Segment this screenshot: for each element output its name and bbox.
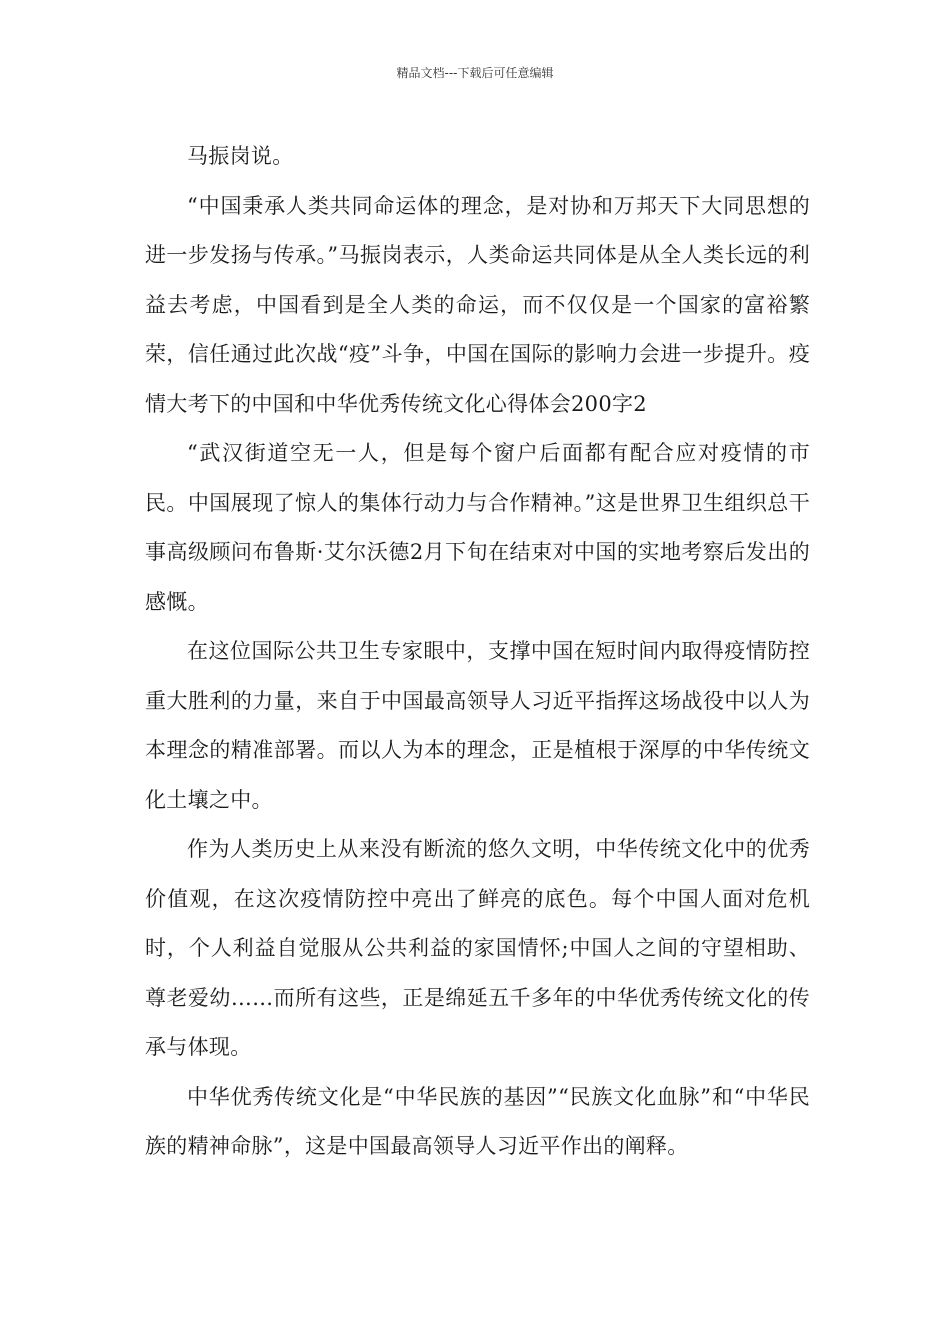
document-body	[145, 132, 810, 1172]
page-header: 精品文档---下载后可任意编辑	[396, 66, 554, 80]
paragraph: “中国秉承人类共同命运体的理念，是对协和万邦天下大同思想的进一步发扬与传承。”马振岗表示，人类命运共同体是从全人类长远的利益去考虑，中国看到是全人类的命运，而不仅仅是一个国家的富裕繁荣，信任通过此次战“疫”斗争，中国在国际的影响力会进一步提升。疫情大考下的中国和中华优秀传统文化心得体会200字2	[145, 193, 810, 416]
paragraph: 在这位国际公共卫生专家眼中，支撑中国在短时间内取得疫情防控重大胜利的力量，来自于中国最高领导人习近平指挥这场战役中以人为本理念的精准部署。而以人为本的理念，正是植根于深厚的中华传统文化土壤之中。	[145, 639, 810, 812]
paragraph: 作为人类历史上从来没有断流的悠久文明，中华传统文化中的优秀价值观，在这次疫情防控中亮出了鲜亮的底色。每个中国人面对危机时，个人利益自觉服从公共利益的家国情怀;中国人之间的守望相助、尊老爱幼……而所有这些，正是绵延五千多年的中华优秀传统文化的传承与体现。	[145, 837, 810, 1059]
paragraph: 中华优秀传统文化是“中华民族的基因”“民族文化血脉”和“中华民族的精神命脉”，这是中国最高领导人习近平作出的阐释。	[145, 1084, 810, 1158]
paragraph: “武汉街道空无一人，但是每个窗户后面都有配合应对疫情的市民。中国展现了惊人的集体行动力与合作精神。”这是世界卫生组织总干事高级顾问布鲁斯·艾尔沃德2月下旬在结束对中国的实地考察后发出的感慨。	[145, 441, 810, 614]
paragraph: 马振岗说。	[187, 144, 294, 168]
